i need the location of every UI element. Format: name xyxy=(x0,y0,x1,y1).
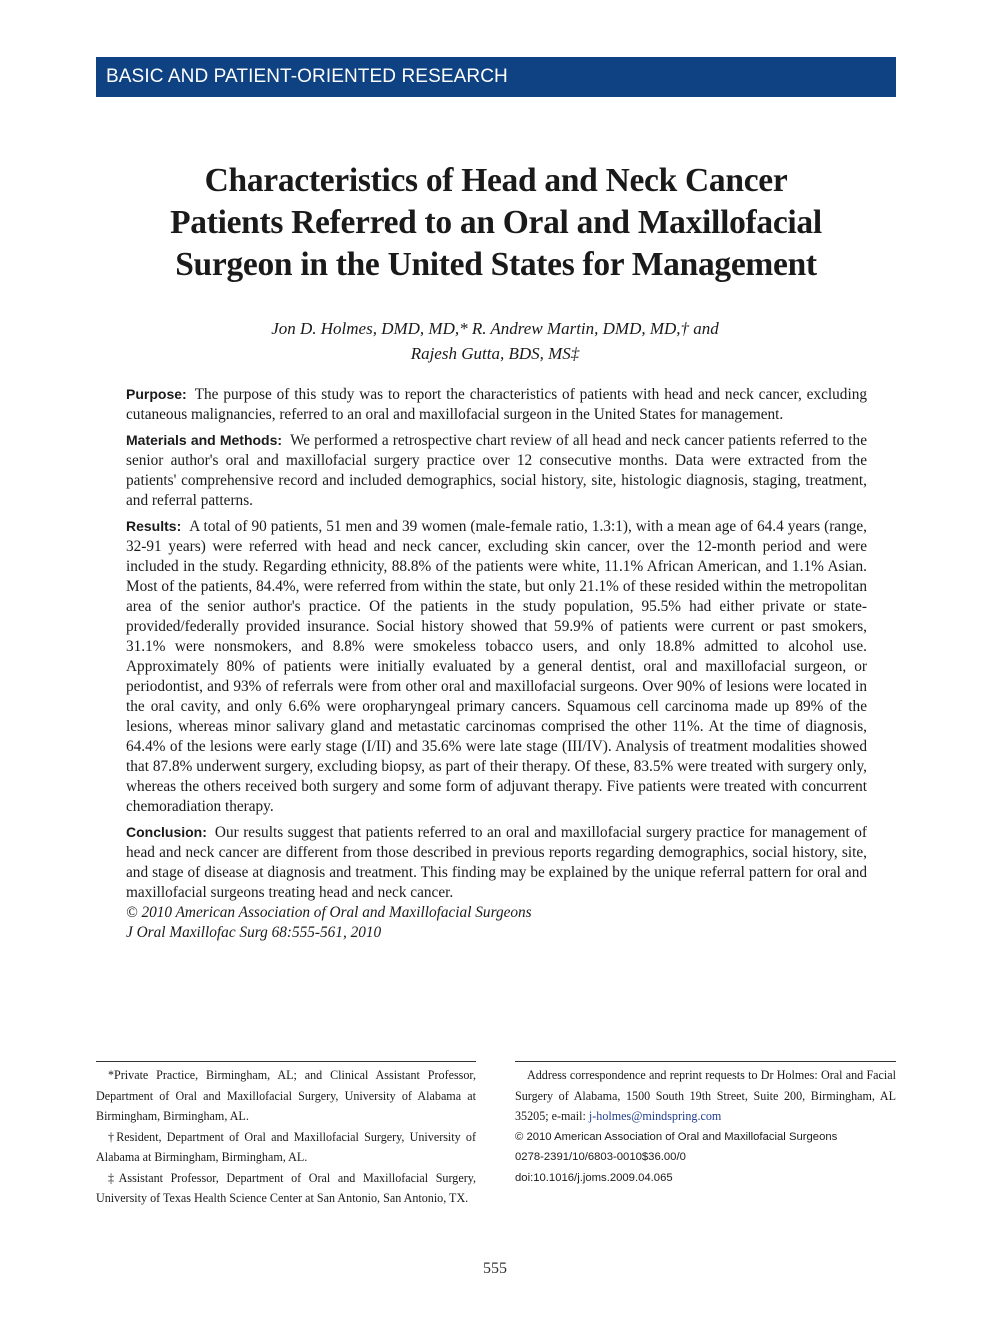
abstract xyxy=(126,384,867,948)
abstract-copyright: © 2010 American Association of Oral and Maxillofacial Surgeons xyxy=(126,904,532,921)
methods-text: We performed a retrospective chart review of all head and neck cancer patients referred to the senior author's oral and maxillofacial surgery practice over 12 consecutive months. Data were extracted from the patients' comprehensive record and included demographics, social history, site, histologic diagnosis, staging, treatment, and referral patterns. xyxy=(126,432,867,509)
title-line: Patients Referred to an Oral and Maxillofacial xyxy=(170,204,822,241)
author-line: Jon D. Holmes, DMD, MD,* R. Andrew Martin, DMD, MD,† and xyxy=(271,319,719,338)
section-banner: BASIC AND PATIENT-ORIENTED RESEARCH xyxy=(96,57,896,97)
footnote-divider-left xyxy=(96,1061,476,1062)
page-number: 555 xyxy=(483,1260,507,1277)
correspondence-footnotes xyxy=(515,1065,896,1188)
purpose-label: Purpose: xyxy=(126,386,187,402)
abstract-methods xyxy=(126,430,867,511)
footnote-copyright: © 2010 American Association of Oral and Maxillofacial Surgeons xyxy=(515,1130,838,1143)
abstract-purpose xyxy=(126,384,867,425)
title-line: Surgeon in the United States for Management xyxy=(175,246,817,283)
conclusion-text: Our results suggest that patients referred to an oral and maxillofacial surgery practice for management of head and neck cancer are different from those described in previous reports regarding demographics, social history, site, and stage of disease at diagnosis and treatment. This finding may be explained by the unique referral pattern for oral and maxillofacial surgeons treating head and neck cancer. xyxy=(126,824,867,901)
results-label: Results: xyxy=(126,518,182,534)
article-title xyxy=(100,160,892,286)
author-line: Rajesh Gutta, BDS, MS‡ xyxy=(410,344,580,363)
footnote: ‡Assistant Professor, Department of Oral and Maxillofacial Surgery, University of Texas Health Science Center at San Antonio, San Antonio, TX. xyxy=(96,1170,476,1205)
methods-label: Materials and Methods: xyxy=(126,432,283,448)
title-line: Characteristics of Head and Neck Cancer xyxy=(204,162,788,199)
abstract-conclusion xyxy=(126,822,867,943)
affiliation-footnotes xyxy=(96,1065,476,1209)
purpose-text: The purpose of this study was to report the characteristics of patients with head and neck cancer, excluding cutaneous malignancies, referred to an oral and maxillofacial surgeon in the United States for management. xyxy=(126,386,867,423)
conclusion-label: Conclusion: xyxy=(126,824,207,840)
author-list xyxy=(120,316,870,366)
journal-citation: J Oral Maxillofac Surg 68:555-561, 2010 xyxy=(126,924,382,941)
footnote-divider-right xyxy=(515,1061,896,1062)
email-link[interactable]: j-holmes@mindspring.com xyxy=(588,1109,722,1123)
abstract-results xyxy=(126,516,867,817)
footnote: †Resident, Department of Oral and Maxillofacial Surgery, University of Alabama at Birmingham, Birmingham, AL. xyxy=(96,1129,476,1164)
results-text: A total of 90 patients, 51 men and 39 women (male-female ratio, 1.3:1), with a mean age of 64.4 years (range, 32-91 years) were referred with head and neck cancer, excluding skin cancer, over the 12-month period and were included in the study. Regarding ethnicity, 88.8% of the patients were white, 11.1% African American, and 1.1% Asian. Most of the patients, 84.4%, were referred from within the state, but only 21.1% of these resided within the metropolitan area of the senior author's practice. Of the patients in the study population, 95.5% had either private or state-provided/federally provided insurance. Social history showed that 59.9% of patients were current or past smokers, 31.1% were nonsmokers, and 8.8% were smokeless tobacco users, and only 18.8% admitted to alcohol use. Approximately 80% of patients were initially evaluated by a general dentist, oral and maxillofacial surgeon, or periodontist, and 93% of referrals were from other oral and maxillofacial surgeons. Over 90% of lesions were located in the oral cavity, and only 6.6% were oropharyngeal primary cancers. Squamous cell carcinoma made up 89% of the lesions, whereas minor salivary gland and metastatic carcinomas comprised the other 11%. At the time of diagnosis, 64.4% of the lesions were early stage (I/II) and 35.6% were late stage (III/IV). Analysis of treatment modalities showed that 87.8% underwent surgery, excluding biopsy, as part of their therapy. Of these, 83.5% were treated with surgery only, whereas the others received both surgery and some form of adjuvant therapy. Five patients were treated with concurrent chemoradiation therapy. xyxy=(126,518,867,815)
correspondence-address: Address correspondence and reprint requests to Dr Holmes: Oral and Facial Surgery of Alabama, 1500 South 19th Street, Suite 200, Birmingham, AL 35205; e-mail: j-holmes@mindspring.com xyxy=(515,1068,896,1123)
issn: 0278-2391/10/6803-0010$36.00/0 xyxy=(515,1151,686,1163)
doi: doi:10.1016/j.joms.2009.04.065 xyxy=(515,1171,673,1184)
footnote: *Private Practice, Birmingham, AL; and Clinical Assistant Professor, Department of Oral and Maxillofacial Surgery, University of Alabama at Birmingham, Birmingham, AL. xyxy=(96,1068,476,1123)
